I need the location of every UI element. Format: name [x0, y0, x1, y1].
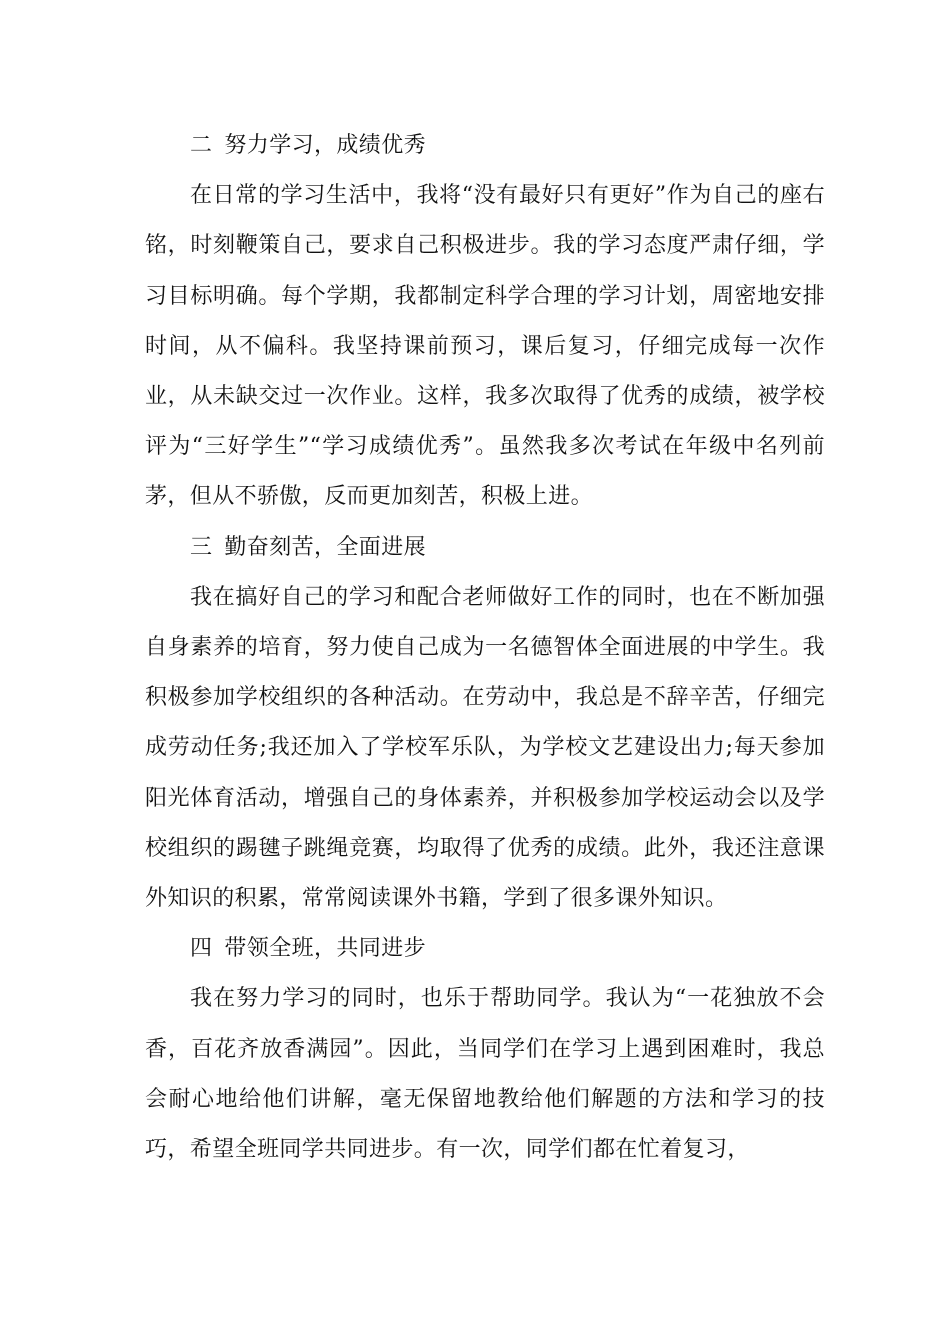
section-title: 努力学习，成绩优秀	[224, 133, 427, 158]
section-title: 带领全班，共同进步	[224, 936, 427, 962]
section-heading	[145, 523, 825, 573]
section-number: 三	[190, 534, 213, 560]
section-paragraph: 我在努力学习的同时，也乐于帮助同学。我认为“一花独放不会香，百花齐放香满园”。因此，当同学们在学习上遇到困难时，我总会耐心地给他们讲解，毫无保留地教给他们解题的方法和学习的技巧，希望全班同学共同进步。有一次，同学们都在忙着复习，	[145, 986, 825, 1163]
section-title: 勤奋刻苦，全面进展	[224, 534, 427, 560]
section-paragraph: 我在搞好自己的学习和配合老师做好工作的同时，也在不断加强自身素养的培育，努力使自己成为一名德智体全面进展的中学生。我积极参加学校组织的各种活动。在劳动中，我总是不辞辛苦，仔细完成劳动任务;我还加入了学校军乐队，为学校文艺建设出力;每天参加阳光体育活动，增强自己的身体素养，并积极参加学校运动会以及学校组织的踢毽子跳绳竞赛，均取得了优秀的成绩。此外，我还注意课外知识的积累，常常阅读课外书籍，学到了很多课外知识。	[145, 584, 825, 912]
section-number: 四	[190, 936, 213, 962]
section-heading	[145, 121, 825, 171]
section-number: 二	[190, 133, 213, 158]
document-body	[145, 121, 825, 1175]
section-heading	[145, 924, 825, 974]
section-paragraph: 在日常的学习生活中，我将“没有最好只有更好”作为自己的座右铭，时刻鞭策自己，要求自己积极进步。我的学习态度严肃仔细，学习目标明确。每个学期，我都制定科学合理的学习计划，周密地安排时间，从不偏科。我坚持课前预习，课后复习，仔细完成每一次作业，从未缺交过一次作业。这样，我多次取得了优秀的成绩，被学校评为“三好学生”“学习成绩优秀”。虽然我多次考试在年级中名列前茅，但从不骄傲，反而更加刻苦，积极上进。	[145, 183, 825, 510]
